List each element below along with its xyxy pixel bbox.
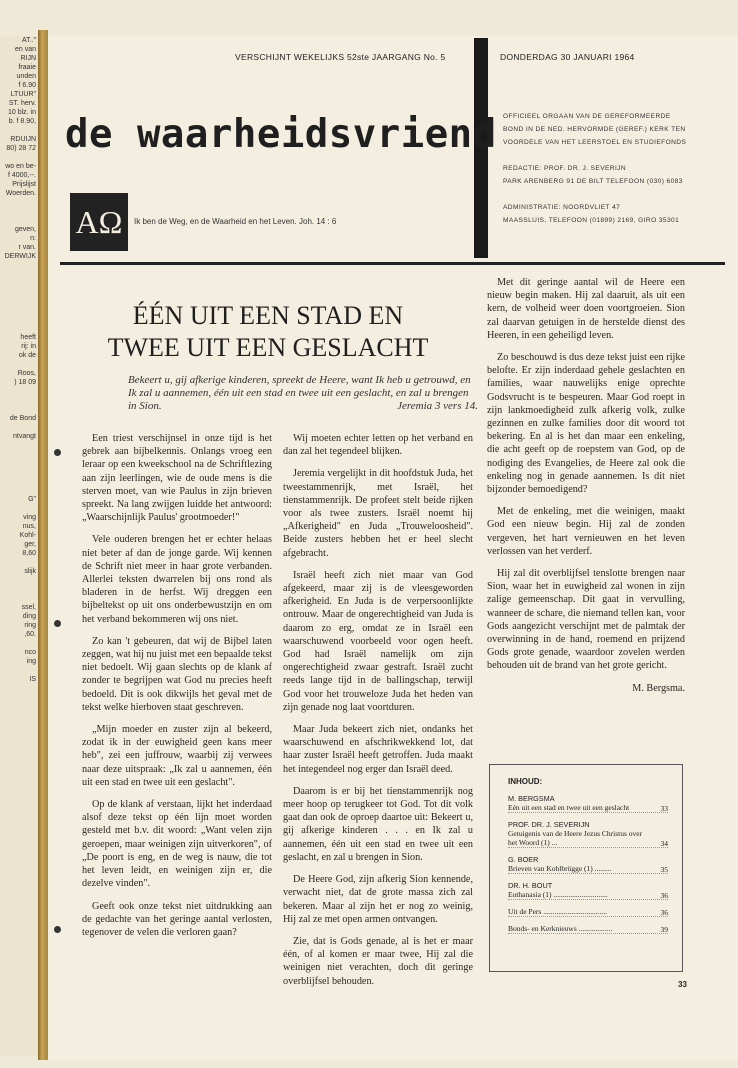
prev-page-line <box>0 585 38 594</box>
article-lede <box>128 374 478 413</box>
prev-page-line: fraaie <box>18 64 36 71</box>
prev-page-line <box>0 450 38 459</box>
info-line: OFFICIEEL ORGAAN VAN DE GEREFORMEERDE <box>503 113 671 120</box>
prev-page-line: r van. <box>18 244 36 251</box>
prev-page-line: ing <box>26 658 36 665</box>
prev-page-line: LTUUR" <box>10 91 36 98</box>
info-line <box>503 188 686 201</box>
info-line: BOND IN DE NED. HERVORMDE (GEREF.) KERK TEN <box>503 126 686 133</box>
prev-page-line: Prijslijst <box>12 181 36 188</box>
margin-dot <box>54 620 61 627</box>
info-line <box>503 149 686 162</box>
prev-page-line: rij: in <box>21 343 36 350</box>
prev-page-line <box>0 297 38 306</box>
alpha-omega-logo: AΩ <box>70 193 128 251</box>
toc-text: Getuigenis van de Heere Jezus Christus over het Woord (1) ... <box>508 829 668 848</box>
prev-page-line: nco <box>24 649 36 656</box>
toc-entries <box>490 794 682 941</box>
prev-page-line: f 4000,--. <box>7 172 36 179</box>
toc-text: Eén uit een stad en twee uit een geslacht <box>508 803 668 813</box>
prev-page-line <box>0 504 38 513</box>
toc-author: M. BERGSMA <box>508 794 555 803</box>
prev-page-line <box>0 153 38 162</box>
prev-page-line <box>0 459 38 468</box>
toc-page: 39 <box>660 925 668 934</box>
prev-page-line: ok de <box>18 352 36 359</box>
prev-page-line <box>0 558 38 567</box>
prev-page-line: n: <box>30 235 36 242</box>
prev-page-line: wo en be- <box>5 163 36 170</box>
prev-page-line <box>0 468 38 477</box>
prev-page-line: ving <box>23 514 36 521</box>
toc-page: 36 <box>660 891 668 900</box>
prev-page-line <box>0 477 38 486</box>
issue-line: VERSCHIJNT WEKELIJKS 52ste JAARGANG No. 5 <box>235 52 446 62</box>
prev-page-line <box>0 315 38 324</box>
info-line: MAASSLUIS, TELEFOON (01899) 2169, GIRO 35301 <box>503 217 680 224</box>
prev-page-line <box>0 486 38 495</box>
toc-page: 34 <box>660 839 668 848</box>
article-headline <box>68 300 468 364</box>
paragraph: Hij zal dit overblijfsel tenslotte brengen naar Sion, waar het in euwigheid zal wonen in zijn zalige gemeenschap. Dit gaat in vervulling, wanneer de schare, die niemand tellen kan, voor Gods aangezicht verschijnt met de palmtak der overwinning in de hand, roemend en prijzend Gods grote genade, waardoor zovelen werden behouden uit de brand van het grote gericht. <box>487 568 685 672</box>
toc-text: Brieven van Kohlbrügge (1) ......... <box>508 864 668 874</box>
prev-page-line <box>0 576 38 585</box>
paragraph: „Mijn moeder en zuster zijn al bekeerd, zodat ik in der euwigheid geen kans meer heb", zei een juffrouw, waarbij zij verwees naar deze uitspraak: „Ik zal u aannemen, één uit een stad en twee uit een geslacht". <box>82 724 272 788</box>
prev-page-line: de Bond <box>9 415 36 422</box>
page-number: 33 <box>678 980 687 989</box>
prev-page-line: 8,60 <box>22 550 36 557</box>
prev-page-line: unden <box>16 73 36 80</box>
prev-page-line: AT.." <box>21 37 36 44</box>
toc-entry <box>508 924 668 941</box>
paragraph: Zie, dat is Gods genade, al is het er maar één, of al komen er maar twee, Hij zal die weinigen niet verachten, doch dit geringe overblijfsel behouden. <box>283 935 473 987</box>
prev-page-line <box>0 360 38 369</box>
prev-page-line: ger, <box>24 541 36 548</box>
prev-page-line: DERWIJK <box>4 253 36 260</box>
paragraph: Met de enkeling, met die weinigen, maakt God een nieuw begin. Hij zal de zonden vergeven, het hart vernieuwen en het leven verlossen van het verderf. <box>487 506 685 557</box>
paragraph: Israël heeft zich niet maar van God afgekeerd, maar zij is de vleesgeworden afkerigheid. En Juda is de verpersoonlijkte ontrouw. Maar de ongerechtigheid van Juda is daarom zo erg, omdat ze in Israël een waarschuwend voorbeeld voor ogen heeft. God had Israël namelijk om zijn ongerechtigheid zwaar gestraft. Israël zucht reeds lange tijd in de ballingschap, terwijl God voor het trouweloze Juda het heden van zijn genade nog laat voortduren. <box>283 569 473 713</box>
prev-page-line: ding <box>22 613 36 620</box>
info-line: ADMINISTRATIE: NOORDVLIET 47 <box>503 204 621 211</box>
toc-entry <box>508 907 668 924</box>
headline-line-2: TWEE UIT EEN GESLACHT <box>107 333 429 362</box>
toc-entry <box>508 820 668 855</box>
prev-page-line <box>0 387 38 396</box>
paragraph: Zo beschouwd is dus deze tekst juist een rijke belofte. Er zijn inderdaad gehele geslachten en families, waar nauwelijks enige oprechte Godsvrucht is te bespeuren. Maar God roept in zijn lankmoedigheid zulk afkerig volk, zulke gezinnen en zulke families door dit woord tot bekering. En al is het dan maar een enkeling, die acht geeft op de roepstem van God, op de nodiging des Evangelies, de Heere zal ook die enkeling nog in genade aannemen. Is dit niet bijzonder bemoedigend? <box>487 352 685 496</box>
table-of-contents <box>489 764 683 972</box>
toc-text: Uit de Pers .................................. <box>508 907 668 917</box>
paragraph: Jeremia vergelijkt in dit hoofdstuk Juda, het tweestammenrijk, met Israël, het tienstammenrijk. De profeet stelt beide rijken voor als twee zusters. Israël noemt hij „Afkerigheid" en Juda „Trouweloosheid". Beide zusters hebben het er heel slecht afgebracht. <box>283 468 473 559</box>
toc-author: DR. H. BOUT <box>508 881 553 890</box>
toc-entry <box>508 881 668 907</box>
prev-page-line <box>0 396 38 405</box>
margin-dot <box>54 926 61 933</box>
page-fold <box>38 30 48 1060</box>
prev-page-line: Roos, <box>17 370 36 377</box>
prev-page-line: 80) 28 72 <box>6 145 36 152</box>
prev-page-line: Woerden. <box>5 190 36 197</box>
prev-page-line <box>0 279 38 288</box>
publisher-info <box>503 110 686 227</box>
prev-page-line <box>0 441 38 450</box>
prev-page-line <box>0 666 38 675</box>
prev-page-line <box>0 306 38 315</box>
paragraph: Daarom is er bij het tienstammenrijk nog meer hoop op terugkeer tot God. Tot dit volk gaat dan ook de oproep daartoe uit: Bekeert u, gij afkerige kinderen . . . en Ik zal u aannemen, één uit een stad en twee uit een geslacht, en zal u brengen in Sion. <box>283 785 473 863</box>
masthead-title: de waarheidsvriend <box>65 112 497 157</box>
prev-page-line: en van <box>14 46 36 53</box>
prev-page-line <box>0 639 38 648</box>
toc-text: Euthanasia (1) ............................. <box>508 890 668 900</box>
toc-author: PROF. DR. J. SEVERIJN <box>508 820 590 829</box>
masthead-rule <box>60 262 725 265</box>
paragraph: Vele ouderen brengen het er echter helaas niet beter af dan de jonge garde. Wij kennen de Schrift niet meer in haar grote verbanden. Allerlei teksten dwarrelen bij ons rond als bladeren in de herfst. Wij dreggen een bijbeltekst op uit ons onderbewustzijn en om het verband bekommeren wij ons niet. <box>82 534 272 625</box>
toc-page: 35 <box>660 865 668 874</box>
prev-page-line: nus, <box>22 523 36 530</box>
toc-entry <box>508 794 668 820</box>
prev-page-line: Kohl- <box>19 532 36 539</box>
prev-page-line: geven, <box>14 226 36 233</box>
prev-page-line <box>0 126 38 135</box>
prev-page-line: ST. herv. <box>8 100 36 107</box>
prev-page-line: IS <box>29 676 36 683</box>
prev-page-line: ,60. <box>24 631 36 638</box>
prev-page-line: G" <box>28 496 36 503</box>
paragraph: Een triest verschijnsel in onze tijd is het gebrek aan bijbelkennis. Onlangs vroeg een leraar op een kweekschool na de Schriftlezing aan zijn leerlingen, wie de oude mens is die sterven moet, van wie Paulus in zijn brieven spreekt. Na lang zwijgen luidde het antwoord: „Waarschijnlijk Paulus' grootmoeder!" <box>82 433 272 524</box>
prev-page-line <box>0 324 38 333</box>
prev-page-line: 10 blz. in <box>7 109 36 116</box>
prev-page-line: RIJN <box>20 55 36 62</box>
paragraph: Met dit geringe aantal wil de Heere een nieuw begin maken. Hij zal daaruit, als uit een kern, de volheid weer doen voortgroeien. Sion zal daarvan getuigen in de herstelde dienst des Heeren, in een geheiligd leven. <box>487 277 685 341</box>
prev-page-line <box>0 405 38 414</box>
article-column-1 <box>82 432 272 948</box>
prev-page-line <box>0 270 38 279</box>
prev-page-line: ) 18 09 <box>14 379 36 386</box>
author-signature: M. Bergsma. <box>632 682 685 694</box>
prev-page-line: ring <box>24 622 36 629</box>
paragraph: Zo kan 't gebeuren, dat wij de Bijbel laten zeggen, wat hij nu juist met een bepaalde tekst niet bedoelt. Wij gaan slechts op de klank af zonder te begrijpen wat God nu precies heeft bedoeld. Dit is ook dikwijls het geval met de tekst welke hierboven staat geschreven. <box>82 635 272 713</box>
prev-page-line: slijk <box>24 568 36 575</box>
headline-line-1: ÉÉN UIT EEN STAD EN <box>132 301 404 330</box>
toc-page: 36 <box>660 908 668 917</box>
info-line: REDACTIE: PROF. DR. J. SEVERIJN <box>503 165 627 172</box>
lede-reference: Jeremia 3 vers 14. <box>397 400 478 412</box>
prev-page-line: f 6.90 <box>18 82 36 89</box>
paragraph: Op de klank af verstaan, lijkt het inderdaad alsof deze tekst op één lijn moet worden gesteld met b.v. dit woord: „Want velen zijn geroepen, maar weinigen zijn uitverkoren", of „De poort is eng, en de weg is nauw, die tot het leven leidt, en weinigen zijn er, die dezelve vinden". <box>82 799 272 890</box>
margin-dot <box>54 449 61 456</box>
prev-page-line: ntvangt <box>13 433 36 440</box>
toc-entry <box>508 855 668 881</box>
article-column-3 <box>487 276 685 695</box>
prev-page-line: b. f 8.90, <box>8 118 36 125</box>
paragraph: Wij moeten echter letten op het verband en dan zal het tegendeel blijken. <box>283 433 473 458</box>
lede-text: Bekeert u, gij afkerige kinderen, spreekt de Heere, want Ik heb u getrouwd, en Ik zal u aannemen, één uit een stad en twee uit een geslacht, en zal u brengen in Sion. <box>128 374 471 412</box>
prev-page-line <box>0 216 38 225</box>
paragraph: De Heere God, zijn afkerig Sion kennende, verwacht niet, dat de grote massa zich zal bekeren. Maar al zijn het er nog zo weinig, Hij zal ze met open armen ontvangen. <box>283 874 473 925</box>
prev-page-line: heeft <box>20 334 36 341</box>
article-column-2 <box>283 432 473 997</box>
prev-page-line: RDUIJN <box>10 136 36 143</box>
toc-author: G. BOER <box>508 855 539 864</box>
prev-page-line <box>0 423 38 432</box>
prev-page-line <box>0 594 38 603</box>
prev-page-line <box>0 198 38 207</box>
toc-text: Bonds- en Kerknieuws .................. <box>508 924 668 934</box>
prev-page-line <box>0 288 38 297</box>
toc-page: 33 <box>660 804 668 813</box>
info-line: VOORDELE VAN HET LEERSTOEL EN STUDIEFONDS <box>503 139 687 146</box>
toc-title: INHOUD: <box>508 777 543 786</box>
paragraph: Geeft ook onze tekst niet uitdrukking aan de gedachte van het geringe aantal verlosten, tegenover de velen die verloren gaan? <box>82 900 272 938</box>
prev-page-line <box>0 261 38 270</box>
paragraph: Maar Juda bekeert zich niet, ondanks het waarschuwend en afschrikwekkend lot, dat haar zuster Israël heeft getroffen. Juda maakt het integendeel nog erger dan Israël deed. <box>283 724 473 775</box>
previous-page-edge <box>0 36 38 1056</box>
info-line: PARK ARENBERG 91 DE BILT TELEFOON (030) 6083 <box>503 178 683 185</box>
prev-page-line: ssel, <box>21 604 36 611</box>
date-line: DONDERDAG 30 JANUARI 1964 <box>500 52 635 62</box>
prev-page-line <box>0 207 38 216</box>
masthead-motto: Ik ben de Weg, en de Waarheid en het Leven. Joh. 14 : 6 <box>134 217 337 226</box>
